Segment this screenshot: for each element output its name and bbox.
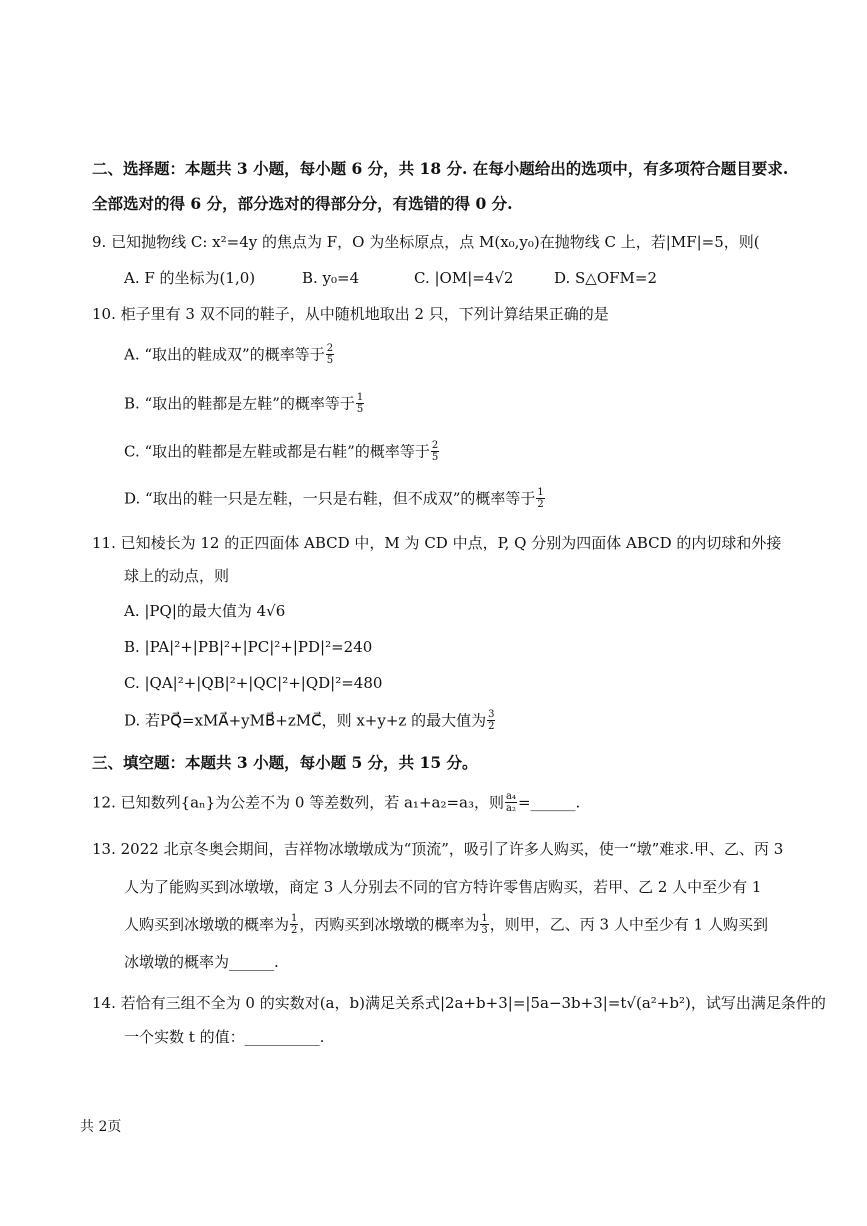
q11-option-c: C. |QA|²+|QB|²+|QC|²+|QD|²=480 <box>124 674 383 692</box>
q9-option-d: D. S△OFM=2 <box>554 269 658 287</box>
fraction: $\frac{2}{5}$ <box>431 440 439 463</box>
q14-line2: 一个实数 t 的值：__________. <box>124 1028 325 1046</box>
page-footer: 共 2页 <box>80 1119 122 1135</box>
q11-stem-line2: 球上的动点，则 <box>124 567 230 585</box>
q13-line1: 13. 2022 北京冬奥会期间，吉祥物冰墩墩成为“顶流”，吸引了许多人购买，使一“墩”难求.甲、乙、丙 3 <box>92 840 784 858</box>
section3-heading: 三、填空题：本题共 3 小题，每小题 5 分，共 15 分。 <box>92 753 478 772</box>
q9-option-c: C. |OM|=4√2 <box>414 269 514 287</box>
q13-line3: 人购买到冰墩墩的概率为 $\frac{1}{2}$ ，丙购买到冰墩墩的概率为 $\frac{1}{3}$ ，则甲，乙、丙 3 人中至少有 1 人购买到 <box>124 913 768 936</box>
fraction: $\frac{1}{2}$ <box>537 487 544 510</box>
q11-option-b: B. |PA|²+|PB|²+|PC|²+|PD|²=240 <box>124 638 373 656</box>
section2-heading-line2: 全部选对的得 6 分，部分选对的得部分分，有选错的得 0 分. <box>92 194 513 213</box>
section2-heading-line1: 二、选择题：本题共 3 小题，每小题 6 分，共 18 分. 在每小题给出的选项中，有多项符合题目要求. <box>92 159 789 178</box>
fraction: $\frac{1}{3}$ <box>481 913 488 936</box>
q10-option-c: C. “取出的鞋都是左鞋或都是右鞋”的概率等于 $\frac{2}{5}$ <box>124 440 439 463</box>
q10-stem: 10. 柜子里有 3 双不同的鞋子，从中随机地取出 2 只，下列计算结果正确的是 <box>92 305 609 323</box>
q14-line1: 14. 若恰有三组不全为 0 的实数对(a，b)满足关系式|2a+b+3|=|5a−3b+3|=t√(a²+b²)，试写出满足条件的 <box>92 994 826 1012</box>
q11-stem-line1: 11. 已知棱长为 12 的正四面体 ABCD 中，M 为 CD 中点，P, Q 分别为四面体 ABCD 的内切球和外接 <box>92 534 782 552</box>
q13-line2: 人为了能购买到冰墩墩，商定 3 人分别去不同的官方特许零售店购买，若甲、乙 2 人中至少有 1 <box>124 878 762 896</box>
fraction: $\frac{\text{a₄}}{\text{a₂}}$ <box>506 791 516 814</box>
fraction: $\frac{1}{2}$ <box>291 913 298 936</box>
q11-option-a: A. |PQ|的最大值为 4√6 <box>124 602 286 620</box>
q10-option-b: B. “取出的鞋都是左鞋”的概率等于 $\frac{1}{5}$ <box>124 392 364 415</box>
q11-option-d: D. 若PQ⃗=xMA⃗+yMB⃗+zMC⃗，则 x+y+z 的最大值为 $\frac{3}{2}$ <box>124 709 495 732</box>
q9-option-b: B. y₀=4 <box>302 269 360 287</box>
fraction: $\frac{1}{5}$ <box>356 392 364 415</box>
q9-option-a: A. F 的坐标为(1,0) <box>124 269 256 287</box>
fraction: $\frac{2}{5}$ <box>326 343 334 366</box>
q12-text: 12. 已知数列{aₙ}为公差不为 0 等差数列，若 a₁+a₂=a₃，则 $\frac{\text{a₄}}{\text{a₂}}$ =______. <box>92 791 581 814</box>
q10-option-a: A. “取出的鞋成双”的概率等于 $\frac{2}{5}$ <box>124 343 334 366</box>
q9-stem: 9. 已知抛物线 C: x²=4y 的焦点为 F，O 为坐标原点，点 M(x₀,y₀)在抛物线 C 上，若|MF|=5，则( <box>92 233 760 251</box>
q13-line4: 冰墩墩的概率为______. <box>124 953 279 971</box>
fraction: $\frac{3}{2}$ <box>488 709 495 732</box>
q10-option-d: D. “取出的鞋一只是左鞋，一只是右鞋，但不成双”的概率等于 $\frac{1}{2}$ <box>124 487 544 510</box>
